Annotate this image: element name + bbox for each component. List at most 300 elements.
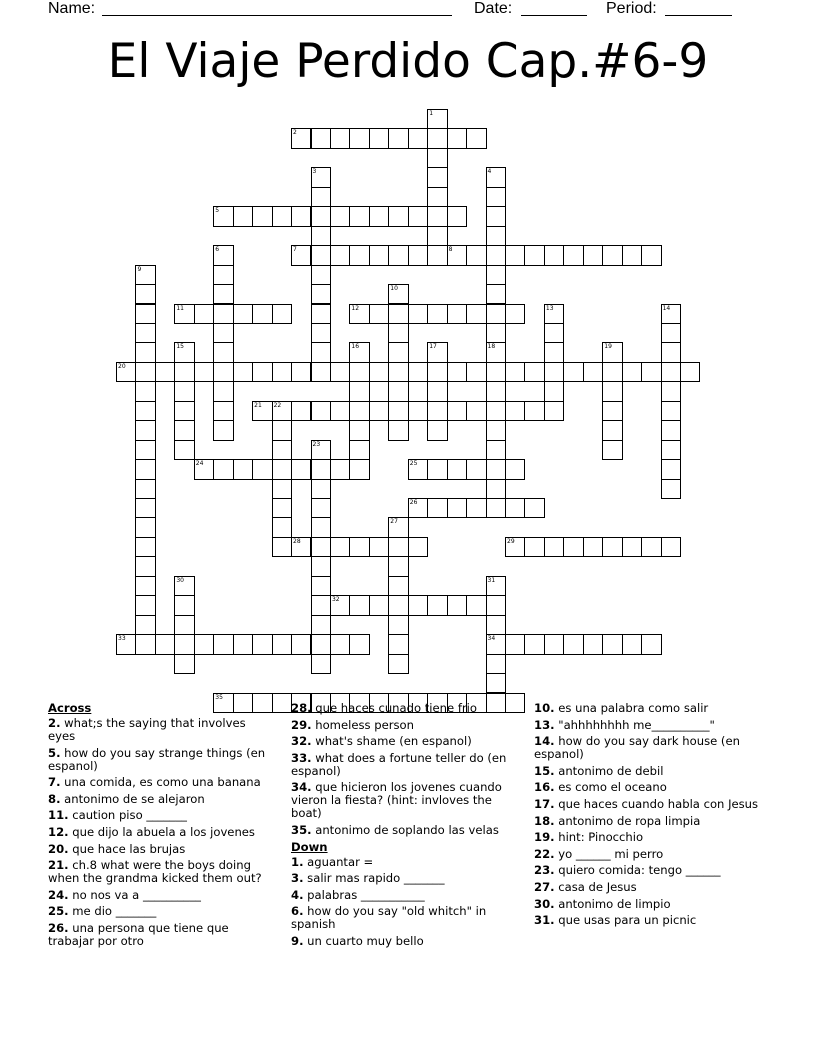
grid-cell[interactable] <box>602 381 622 401</box>
grid-cell[interactable] <box>466 498 486 518</box>
grid-cell[interactable] <box>349 440 369 460</box>
grid-cell[interactable] <box>661 479 681 499</box>
grid-cell[interactable] <box>135 479 155 499</box>
grid-cell[interactable] <box>408 401 428 421</box>
grid-cell[interactable] <box>661 401 681 421</box>
grid-cell[interactable] <box>447 595 467 615</box>
clue-number-label: 33. <box>291 750 312 765</box>
grid-cell[interactable] <box>641 634 661 654</box>
grid-cell[interactable] <box>427 420 447 440</box>
grid-cell[interactable] <box>427 401 447 421</box>
grid-cell[interactable] <box>311 245 331 265</box>
grid-cell[interactable] <box>544 634 564 654</box>
clue-number: 9 <box>137 265 142 273</box>
grid-cell[interactable] <box>447 459 467 479</box>
grid-cell[interactable] <box>583 634 603 654</box>
clue-number-label: 4. <box>291 887 304 902</box>
grid-cell[interactable] <box>388 362 408 382</box>
grid-cell[interactable] <box>213 304 233 324</box>
grid-cell[interactable] <box>505 401 525 421</box>
grid-cell[interactable] <box>388 420 408 440</box>
grid-cell[interactable] <box>388 128 408 148</box>
grid-cell[interactable] <box>544 537 564 557</box>
grid-cell[interactable] <box>427 167 447 187</box>
grid-cell[interactable] <box>602 362 622 382</box>
grid-cell[interactable] <box>661 362 681 382</box>
grid-cell[interactable] <box>544 342 564 362</box>
grid-cell[interactable] <box>369 304 389 324</box>
grid-cell[interactable] <box>155 634 175 654</box>
clue-item <box>534 735 770 761</box>
clue-number-label: 35. <box>291 822 312 837</box>
grid-cell[interactable] <box>155 362 175 382</box>
grid-cell[interactable] <box>311 323 331 343</box>
grid-cell[interactable] <box>486 420 506 440</box>
clue-text: hint: Pinocchio <box>554 830 644 845</box>
grid-cell[interactable] <box>311 556 331 576</box>
grid-cell[interactable] <box>524 245 544 265</box>
clue-number: 17 <box>429 343 437 351</box>
grid-cell[interactable] <box>486 615 506 635</box>
grid-cell[interactable] <box>330 401 350 421</box>
grid-cell[interactable] <box>174 440 194 460</box>
grid-cell[interactable] <box>135 362 155 382</box>
clue-item <box>534 831 770 844</box>
clues-column-1 <box>48 702 270 952</box>
grid-cell[interactable] <box>622 362 642 382</box>
clue-number: 11 <box>176 304 184 312</box>
grid-cell[interactable] <box>311 479 331 499</box>
grid-cell[interactable] <box>311 517 331 537</box>
grid-cell[interactable] <box>486 226 506 246</box>
grid-cell[interactable] <box>311 284 331 304</box>
clue-number-label: 25. <box>48 904 69 919</box>
grid-cell[interactable] <box>349 537 369 557</box>
grid-cell[interactable] <box>311 498 331 518</box>
grid-cell[interactable] <box>447 498 467 518</box>
grid-cell[interactable] <box>174 615 194 635</box>
grid-cell[interactable] <box>622 634 642 654</box>
grid-cell[interactable] <box>272 362 292 382</box>
grid-cell[interactable] <box>135 440 155 460</box>
grid-cell[interactable] <box>369 128 389 148</box>
grid-cell[interactable] <box>486 673 506 693</box>
clue-number: 26 <box>409 499 418 506</box>
grid-cell[interactable] <box>369 245 389 265</box>
grid-cell[interactable] <box>447 304 467 324</box>
grid-cell[interactable] <box>583 362 603 382</box>
grid-cell[interactable] <box>311 576 331 596</box>
grid-cell[interactable] <box>388 304 408 324</box>
grid-cell[interactable] <box>427 381 447 401</box>
grid-cell[interactable] <box>272 459 292 479</box>
grid-cell[interactable] <box>272 517 292 537</box>
clue-item <box>291 889 521 902</box>
grid-cell[interactable] <box>330 362 350 382</box>
grid-cell[interactable] <box>252 304 272 324</box>
grid-cell[interactable] <box>486 362 506 382</box>
grid-cell[interactable] <box>135 634 155 654</box>
grid-cell[interactable] <box>349 595 369 615</box>
grid-cell[interactable] <box>486 498 506 518</box>
grid-cell[interactable] <box>388 206 408 226</box>
clue-text: yo ______ mi perro <box>554 846 664 861</box>
grid-cell[interactable] <box>524 537 544 557</box>
grid-cell[interactable] <box>661 537 681 557</box>
grid-cell[interactable] <box>213 381 233 401</box>
grid-cell[interactable] <box>486 265 506 285</box>
clue-number: 34 <box>487 635 496 643</box>
clue-text: antonimo de debil <box>554 763 664 778</box>
grid-cell[interactable] <box>388 342 408 362</box>
grid-cell[interactable] <box>311 206 331 226</box>
grid-cell[interactable] <box>330 128 350 148</box>
grid-cell[interactable] <box>174 362 194 382</box>
clue-number-label: 1. <box>291 854 304 869</box>
grid-cell[interactable] <box>661 440 681 460</box>
grid-cell[interactable] <box>388 245 408 265</box>
grid-cell[interactable] <box>661 342 681 362</box>
grid-cell[interactable] <box>252 206 272 226</box>
grid-cell[interactable] <box>486 284 506 304</box>
grid-cell[interactable] <box>135 537 155 557</box>
grid-cell[interactable] <box>388 634 408 654</box>
grid-cell[interactable] <box>213 362 233 382</box>
grid-cell[interactable] <box>330 634 350 654</box>
grid-cell[interactable] <box>544 401 564 421</box>
grid-cell[interactable] <box>427 362 447 382</box>
grid-cell[interactable] <box>447 128 467 148</box>
grid-cell[interactable] <box>135 615 155 635</box>
grid-cell[interactable] <box>311 342 331 362</box>
grid-cell[interactable] <box>427 459 447 479</box>
grid-cell[interactable] <box>486 440 506 460</box>
grid-cell[interactable] <box>427 206 447 226</box>
grid-cell[interactable] <box>486 323 506 343</box>
grid-cell[interactable] <box>602 245 622 265</box>
grid-cell[interactable] <box>427 595 447 615</box>
grid-cell[interactable] <box>388 615 408 635</box>
grid-cell[interactable] <box>641 245 661 265</box>
grid-cell[interactable] <box>174 381 194 401</box>
grid-cell[interactable] <box>486 595 506 615</box>
grid-cell[interactable] <box>272 440 292 460</box>
grid-cell[interactable] <box>486 479 506 499</box>
across-heading: Across <box>48 701 92 715</box>
grid-cell[interactable] <box>408 206 428 226</box>
grid-cell[interactable] <box>544 362 564 382</box>
grid-cell[interactable] <box>408 595 428 615</box>
grid-cell[interactable] <box>174 420 194 440</box>
grid-cell[interactable] <box>174 401 194 421</box>
grid-cell[interactable] <box>661 323 681 343</box>
grid-cell[interactable] <box>486 245 506 265</box>
grid-cell[interactable] <box>135 284 155 304</box>
grid-cell[interactable] <box>369 401 389 421</box>
grid-cell[interactable] <box>486 654 506 674</box>
grid-cell[interactable] <box>349 401 369 421</box>
grid-cell[interactable] <box>272 693 292 713</box>
grid-cell[interactable] <box>388 323 408 343</box>
grid-cell[interactable] <box>311 459 331 479</box>
grid-cell[interactable] <box>563 634 583 654</box>
grid-cell[interactable] <box>466 459 486 479</box>
grid-cell[interactable] <box>135 576 155 596</box>
grid-cell[interactable] <box>349 245 369 265</box>
grid-cell[interactable] <box>369 595 389 615</box>
grid-cell[interactable] <box>135 304 155 324</box>
grid-cell[interactable] <box>408 304 428 324</box>
clue-item <box>291 702 521 715</box>
clue-text: "ahhhhhhhh me__________" <box>554 717 715 732</box>
grid-cell[interactable] <box>135 401 155 421</box>
header <box>48 0 768 20</box>
grid-cell[interactable] <box>427 128 447 148</box>
grid-cell[interactable] <box>447 362 467 382</box>
grid-cell[interactable] <box>349 381 369 401</box>
grid-cell[interactable] <box>505 362 525 382</box>
grid-cell[interactable] <box>174 595 194 615</box>
grid-cell[interactable] <box>135 420 155 440</box>
clue-text: es como el oceano <box>554 780 667 795</box>
clue-item <box>48 717 270 743</box>
grid-cell[interactable] <box>427 245 447 265</box>
grid-cell[interactable] <box>641 537 661 557</box>
grid-cell[interactable] <box>272 537 292 557</box>
grid-cell[interactable] <box>213 323 233 343</box>
grid-cell[interactable] <box>311 537 331 557</box>
clue-item <box>48 776 270 789</box>
grid-cell[interactable] <box>213 459 233 479</box>
grid-cell[interactable] <box>291 206 311 226</box>
grid-cell[interactable] <box>466 128 486 148</box>
grid-cell[interactable] <box>408 245 428 265</box>
grid-cell[interactable] <box>135 323 155 343</box>
grid-cell[interactable] <box>349 634 369 654</box>
grid-cell[interactable] <box>427 187 447 207</box>
grid-cell[interactable] <box>505 304 525 324</box>
grid-cell[interactable] <box>135 498 155 518</box>
grid-cell[interactable] <box>388 654 408 674</box>
period-field[interactable] <box>665 0 732 16</box>
grid-cell[interactable] <box>272 304 292 324</box>
grid-cell[interactable] <box>408 128 428 148</box>
grid-cell[interactable] <box>194 304 214 324</box>
grid-cell[interactable] <box>272 479 292 499</box>
grid-cell[interactable] <box>252 634 272 654</box>
clue-number-label: 30. <box>534 896 555 911</box>
grid-cell[interactable] <box>486 187 506 207</box>
grid-cell[interactable] <box>524 401 544 421</box>
clue-number: 15 <box>176 343 184 351</box>
grid-cell[interactable] <box>622 245 642 265</box>
grid-cell[interactable] <box>311 128 331 148</box>
grid-cell[interactable] <box>194 634 214 654</box>
grid-cell[interactable] <box>272 498 292 518</box>
grid-cell[interactable] <box>135 556 155 576</box>
clue-item <box>534 898 770 911</box>
grid-cell[interactable] <box>505 634 525 654</box>
grid-cell[interactable] <box>135 517 155 537</box>
clue-text: que haces cunado tiene frio <box>311 701 477 715</box>
grid-cell[interactable] <box>466 304 486 324</box>
grid-cell[interactable] <box>427 304 447 324</box>
clue-item <box>291 935 521 948</box>
grid-cell[interactable] <box>174 634 194 654</box>
clue-item <box>534 702 770 715</box>
grid-cell[interactable] <box>602 634 622 654</box>
grid-cell[interactable] <box>486 206 506 226</box>
clue-number-label: 15. <box>534 763 555 778</box>
clue-item <box>534 864 770 877</box>
grid-cell[interactable] <box>311 187 331 207</box>
grid-cell[interactable] <box>213 342 233 362</box>
grid-cell[interactable] <box>427 226 447 246</box>
clue-number: 5 <box>215 207 220 215</box>
grid-cell[interactable] <box>427 498 447 518</box>
grid-cell[interactable] <box>213 420 233 440</box>
grid-cell[interactable] <box>388 576 408 596</box>
grid-cell[interactable] <box>486 459 506 479</box>
clue-item <box>48 905 270 918</box>
grid-cell[interactable] <box>135 459 155 479</box>
grid-cell[interactable] <box>563 537 583 557</box>
clue-number: 16 <box>351 343 360 351</box>
grid-cell[interactable] <box>349 362 369 382</box>
grid-cell[interactable] <box>369 362 389 382</box>
grid-cell[interactable] <box>602 537 622 557</box>
grid-cell[interactable] <box>369 206 389 226</box>
grid-cell[interactable] <box>388 401 408 421</box>
grid-cell[interactable] <box>311 265 331 285</box>
grid-cell[interactable] <box>330 459 350 479</box>
grid-cell[interactable] <box>602 420 622 440</box>
clue-number-label: 24. <box>48 887 69 902</box>
grid-cell[interactable] <box>311 304 331 324</box>
grid-cell[interactable] <box>174 654 194 674</box>
grid-cell[interactable] <box>563 362 583 382</box>
grid-cell[interactable] <box>311 595 331 615</box>
grid-cell[interactable] <box>524 634 544 654</box>
grid-cell[interactable] <box>602 440 622 460</box>
grid-cell[interactable] <box>427 148 447 168</box>
grid-cell[interactable] <box>135 381 155 401</box>
clue-text: me dio _______ <box>68 904 157 919</box>
grid-cell[interactable] <box>291 401 311 421</box>
grid-cell[interactable] <box>680 362 700 382</box>
grid-cell[interactable] <box>252 459 272 479</box>
grid-cell[interactable] <box>252 362 272 382</box>
grid-cell[interactable] <box>311 615 331 635</box>
grid-cell[interactable] <box>641 362 661 382</box>
grid-cell[interactable] <box>291 634 311 654</box>
grid-cell[interactable] <box>544 381 564 401</box>
grid-cell[interactable] <box>311 362 331 382</box>
grid-cell[interactable] <box>505 459 525 479</box>
grid-cell[interactable] <box>330 245 350 265</box>
grid-cell[interactable] <box>233 634 253 654</box>
grid-cell[interactable] <box>486 401 506 421</box>
grid-cell[interactable] <box>661 420 681 440</box>
grid-cell[interactable] <box>272 634 292 654</box>
clue-item <box>291 872 521 885</box>
grid-cell[interactable] <box>233 206 253 226</box>
grid-cell[interactable] <box>291 459 311 479</box>
grid-cell[interactable] <box>349 206 369 226</box>
grid-cell[interactable] <box>213 634 233 654</box>
grid-cell[interactable] <box>213 265 233 285</box>
grid-cell[interactable] <box>524 362 544 382</box>
grid-cell[interactable] <box>349 459 369 479</box>
grid-cell[interactable] <box>388 556 408 576</box>
clue-text: how do you say strange things (en espanol) <box>48 745 266 773</box>
grid-cell[interactable] <box>408 537 428 557</box>
grid-cell[interactable] <box>447 401 467 421</box>
grid-cell[interactable] <box>408 362 428 382</box>
grid-cell[interactable] <box>369 537 389 557</box>
grid-cell[interactable] <box>311 401 331 421</box>
grid-cell[interactable] <box>272 206 292 226</box>
grid-cell[interactable] <box>563 245 583 265</box>
grid-cell[interactable] <box>544 245 564 265</box>
grid-cell[interactable] <box>135 342 155 362</box>
clue-text: quiero comida: tengo ______ <box>554 863 721 878</box>
grid-cell[interactable] <box>486 381 506 401</box>
grid-cell[interactable] <box>524 498 544 518</box>
grid-cell[interactable] <box>447 206 467 226</box>
grid-cell[interactable] <box>388 381 408 401</box>
grid-cell[interactable] <box>544 323 564 343</box>
grid-cell[interactable] <box>583 245 603 265</box>
grid-cell[interactable] <box>349 128 369 148</box>
grid-cell[interactable] <box>233 459 253 479</box>
grid-cell[interactable] <box>661 459 681 479</box>
clue-item <box>48 793 270 806</box>
date-field[interactable] <box>521 0 587 16</box>
grid-cell[interactable] <box>311 634 331 654</box>
grid-cell[interactable] <box>233 304 253 324</box>
grid-cell[interactable] <box>466 245 486 265</box>
grid-cell[interactable] <box>272 420 292 440</box>
grid-cell[interactable] <box>194 362 214 382</box>
grid-cell[interactable] <box>602 401 622 421</box>
grid-cell[interactable] <box>291 362 311 382</box>
grid-cell[interactable] <box>622 537 642 557</box>
grid-cell[interactable] <box>486 304 506 324</box>
grid-cell[interactable] <box>213 401 233 421</box>
grid-cell[interactable] <box>466 595 486 615</box>
grid-cell[interactable] <box>213 284 233 304</box>
grid-cell[interactable] <box>135 595 155 615</box>
grid-cell[interactable] <box>330 537 350 557</box>
grid-cell[interactable] <box>505 498 525 518</box>
clue-number-label: 28. <box>291 701 312 715</box>
name-field[interactable] <box>102 0 452 16</box>
grid-cell[interactable] <box>583 537 603 557</box>
grid-cell[interactable] <box>466 362 486 382</box>
grid-cell[interactable] <box>330 206 350 226</box>
grid-cell[interactable] <box>466 401 486 421</box>
grid-cell[interactable] <box>311 226 331 246</box>
grid-cell[interactable] <box>311 654 331 674</box>
grid-cell[interactable] <box>349 420 369 440</box>
grid-cell[interactable] <box>388 537 408 557</box>
grid-cell[interactable] <box>661 381 681 401</box>
clue-text: what;s the saying that involves eyes <box>48 716 246 743</box>
grid-cell[interactable] <box>505 245 525 265</box>
grid-cell[interactable] <box>388 595 408 615</box>
grid-cell[interactable] <box>233 362 253 382</box>
